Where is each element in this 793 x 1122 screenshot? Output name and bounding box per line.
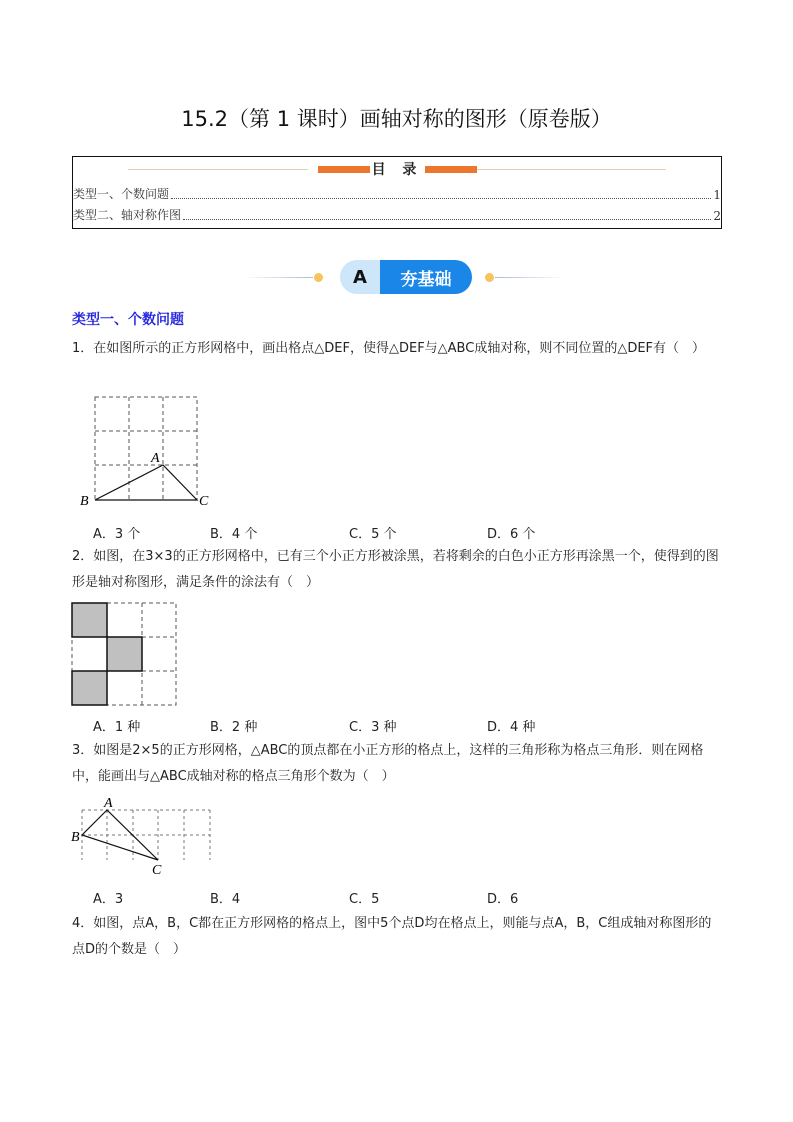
- vertex-label-c: C: [152, 863, 162, 878]
- banner-line: [243, 277, 313, 278]
- option-c[interactable]: C．3 种: [349, 720, 397, 735]
- banner-dot: [314, 273, 323, 282]
- option-d[interactable]: D．6: [487, 892, 519, 907]
- triangle-abc: [95, 465, 197, 500]
- vertex-label-b: B: [71, 830, 80, 845]
- toc-entry[interactable]: [73, 206, 721, 223]
- banner-line: [495, 277, 565, 278]
- vertex-label-c: C: [199, 494, 209, 509]
- toc-entry-page: 2: [713, 209, 721, 223]
- option-b[interactable]: B．4 个: [210, 527, 258, 542]
- question-2-figure: [70, 601, 180, 709]
- section-banner: [340, 260, 472, 294]
- option-c[interactable]: C．5 个: [349, 527, 397, 542]
- question-2-text: 2．如图，在3×3的正方形网格中，已有三个小正方形被涂黑，若将剩余的白色小正方形再涂黑一个，使得到的图形是轴对称图形，满足条件的涂法有（ ）: [72, 549, 719, 590]
- question-1-figure: [75, 390, 225, 510]
- toc-entry[interactable]: [73, 185, 721, 202]
- question-3-text: 3．如图是2×5的正方形网格，△ABC的顶点都在小正方形的格点上，这样的三角形称为格点三角形．则在网格中，能画出与△ABC成轴对称的格点三角形个数为（ ）: [72, 743, 704, 784]
- banner-letter: A: [340, 260, 380, 294]
- question-3-figure: [70, 795, 220, 880]
- question-1-text: 1．在如图所示的正方形网格中，画出格点△DEF，使得△DEF与△ABC成轴对称，则不同位置的△DEF有（ ）: [72, 341, 706, 356]
- banner-dot: [485, 273, 494, 282]
- shaded-square: [107, 637, 142, 671]
- option-d[interactable]: D．6 个: [487, 527, 536, 542]
- option-d[interactable]: D．4 种: [487, 720, 536, 735]
- option-b[interactable]: B．2 种: [210, 720, 258, 735]
- vertex-label-a: A: [104, 796, 113, 811]
- option-c[interactable]: C．5: [349, 892, 380, 907]
- question-4-text: 4．如图，点A，B，C都在正方形网格的格点上，图中5个点D均在格点上，则能与点A，B，C组成轴对称图形的点D的个数是（ ）: [72, 916, 712, 957]
- shaded-square: [72, 671, 107, 705]
- page-title: 15.2（第 1 课时）画轴对称的图形（原卷版）: [181, 107, 612, 131]
- toc-entry-label: 类型二、轴对称作图: [73, 208, 182, 222]
- option-a[interactable]: A．1 种: [93, 720, 141, 735]
- toc-entry-label: 类型一、个数问题: [73, 187, 170, 201]
- section-heading: 类型一、个数问题: [72, 312, 184, 328]
- vertex-label-a: A: [151, 451, 160, 466]
- table-of-contents: [72, 156, 722, 229]
- option-b[interactable]: B．4: [210, 892, 241, 907]
- vertex-label-b: B: [80, 494, 89, 509]
- toc-entry-page: 1: [713, 188, 721, 202]
- option-a[interactable]: A．3: [93, 892, 124, 907]
- option-a[interactable]: A．3 个: [93, 527, 141, 542]
- shaded-square: [72, 603, 107, 637]
- toc-heading: 目 录: [371, 162, 423, 178]
- banner-label: 夯基础: [380, 260, 472, 294]
